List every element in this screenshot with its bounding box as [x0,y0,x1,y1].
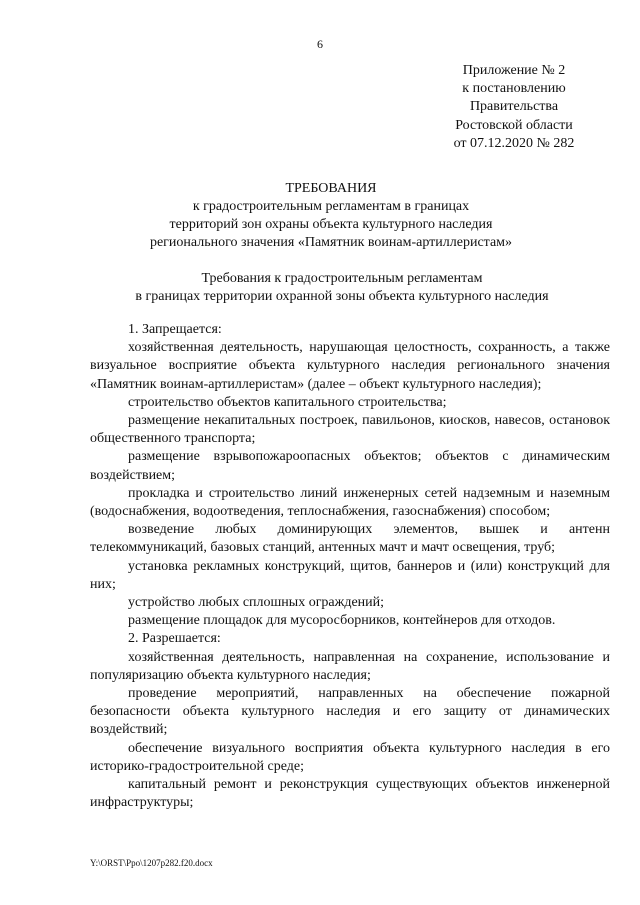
appendix-line: Приложение № 2 [462,63,566,78]
section-heading-prohibited: 1. Запрещается: [128,322,222,337]
appendix-line: к постановлению [462,81,566,97]
title-line: к градостроительным регламентам в границах [192,199,470,214]
body-paragraph: хозяйственная деятельность, направленная на сохранение, использование и популяризацию объекта культурного наследия; [90,649,610,683]
appendix-line: Правительства [469,99,559,115]
appendix-line: от 07.12.2020 № 282 [453,135,575,151]
body-paragraph: размещение взрывопожароопасных объектов; объектов с динамическим воздействием; [90,449,610,483]
section-heading-permitted: 2. Разрешается: [128,631,221,647]
title-line: территорий зон охраны объекта культурного наследия [169,217,493,232]
document-title [0,180,640,252]
appendix-line: Ростовской области [455,117,573,133]
page-number: 6 [317,37,323,51]
body-paragraph: обеспечение визуального восприятия объекта культурного наследия в его историко-градостроительной среде; [90,740,610,774]
body-paragraph: размещение площадок для мусоросборников, контейнеров для отходов. [128,613,556,629]
file-path-footer: Y:\ORST\Ppo\1207p282.f20.docx [90,858,213,868]
appendix-block [440,62,588,153]
body-paragraph: размещение некапитальных построек, павильонов, киосков, навесов, остановок общественного транспорта; [90,413,610,447]
section-subtitle [0,270,640,306]
body-paragraph: возведение любых доминирующих элементов, вышек и антенн телекоммуникаций, базовых станций, антенных мачт и мачт освещения, труб; [90,522,610,556]
body-paragraph: проведение мероприятий, направленных на обеспечение пожарной безопасности объекта культурного наследия и его защиту от динамических воздействий; [90,686,610,738]
body-paragraph: хозяйственная деятельность, нарушающая целостность, сохранность, а также визуальное восприятие объекта культурного наследия регионального значения «Памятник воинам-артиллеристам» (далее – объект культурного наследия); [90,340,610,392]
document-body [90,321,610,812]
subtitle-line: Требования к градостроительным регламентам [201,271,483,286]
title-line: регионального значения «Памятник воинам-артиллеристам» [149,235,513,250]
title-heading: ТРЕБОВАНИЯ [285,181,377,196]
body-paragraph: прокладка и строительство линий инженерных сетей надземным и наземным (водоснабжения, водоотведения, теплоснабжения, газоснабжения) способом; [90,485,610,520]
subtitle-line: в границах территории охранной зоны объекта культурного наследия [135,289,549,304]
body-paragraph: установка рекламных конструкций, щитов, баннеров и (или) конструкций для них; [90,558,610,592]
body-paragraph: капитальный ремонт и реконструкция существующих объектов инженерной инфраструктуры; [90,777,610,811]
body-paragraph: строительство объектов капитального строительства; [128,394,447,410]
body-paragraph: устройство любых сплошных ограждений; [128,595,385,611]
